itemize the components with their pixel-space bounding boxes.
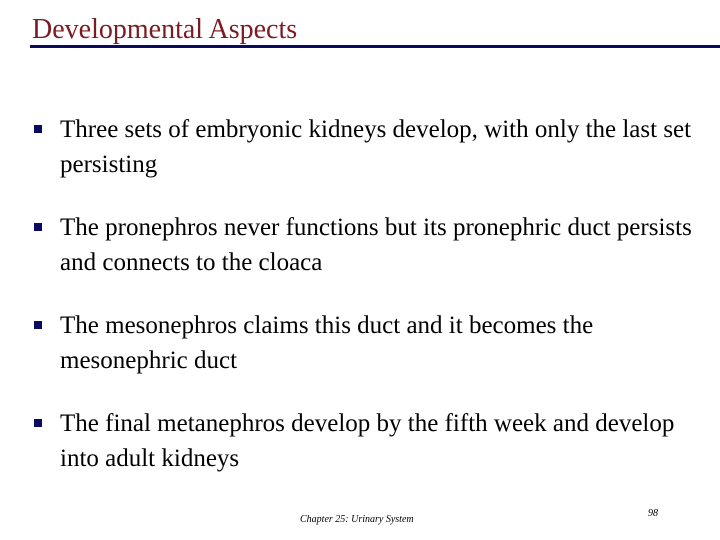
bullet-text: The pronephros never functions but its pronephric duct persists and connects to the cloaca xyxy=(60,214,692,276)
bullet-item xyxy=(34,406,714,476)
bullet-item xyxy=(34,112,714,182)
page-number: 98 xyxy=(648,508,658,519)
bullet-item xyxy=(34,210,714,280)
square-bullet-icon xyxy=(34,321,42,329)
square-bullet-icon xyxy=(34,125,42,133)
bullet-list xyxy=(34,112,714,504)
square-bullet-icon xyxy=(34,419,42,427)
title-divider xyxy=(30,45,720,48)
square-bullet-icon xyxy=(34,223,42,231)
bullet-text: The mesonephros claims this duct and it becomes the mesonephric duct xyxy=(60,312,594,374)
bullet-item xyxy=(34,308,714,378)
bullet-text: Three sets of embryonic kidneys develop, with only the last set persisting xyxy=(60,116,692,178)
footer-chapter-label: Chapter 25: Urinary System xyxy=(300,514,414,525)
slide-title: Developmental Aspects xyxy=(32,14,298,45)
bullet-text: The final metanephros develop by the fifth week and develop into adult kidneys xyxy=(60,410,675,472)
